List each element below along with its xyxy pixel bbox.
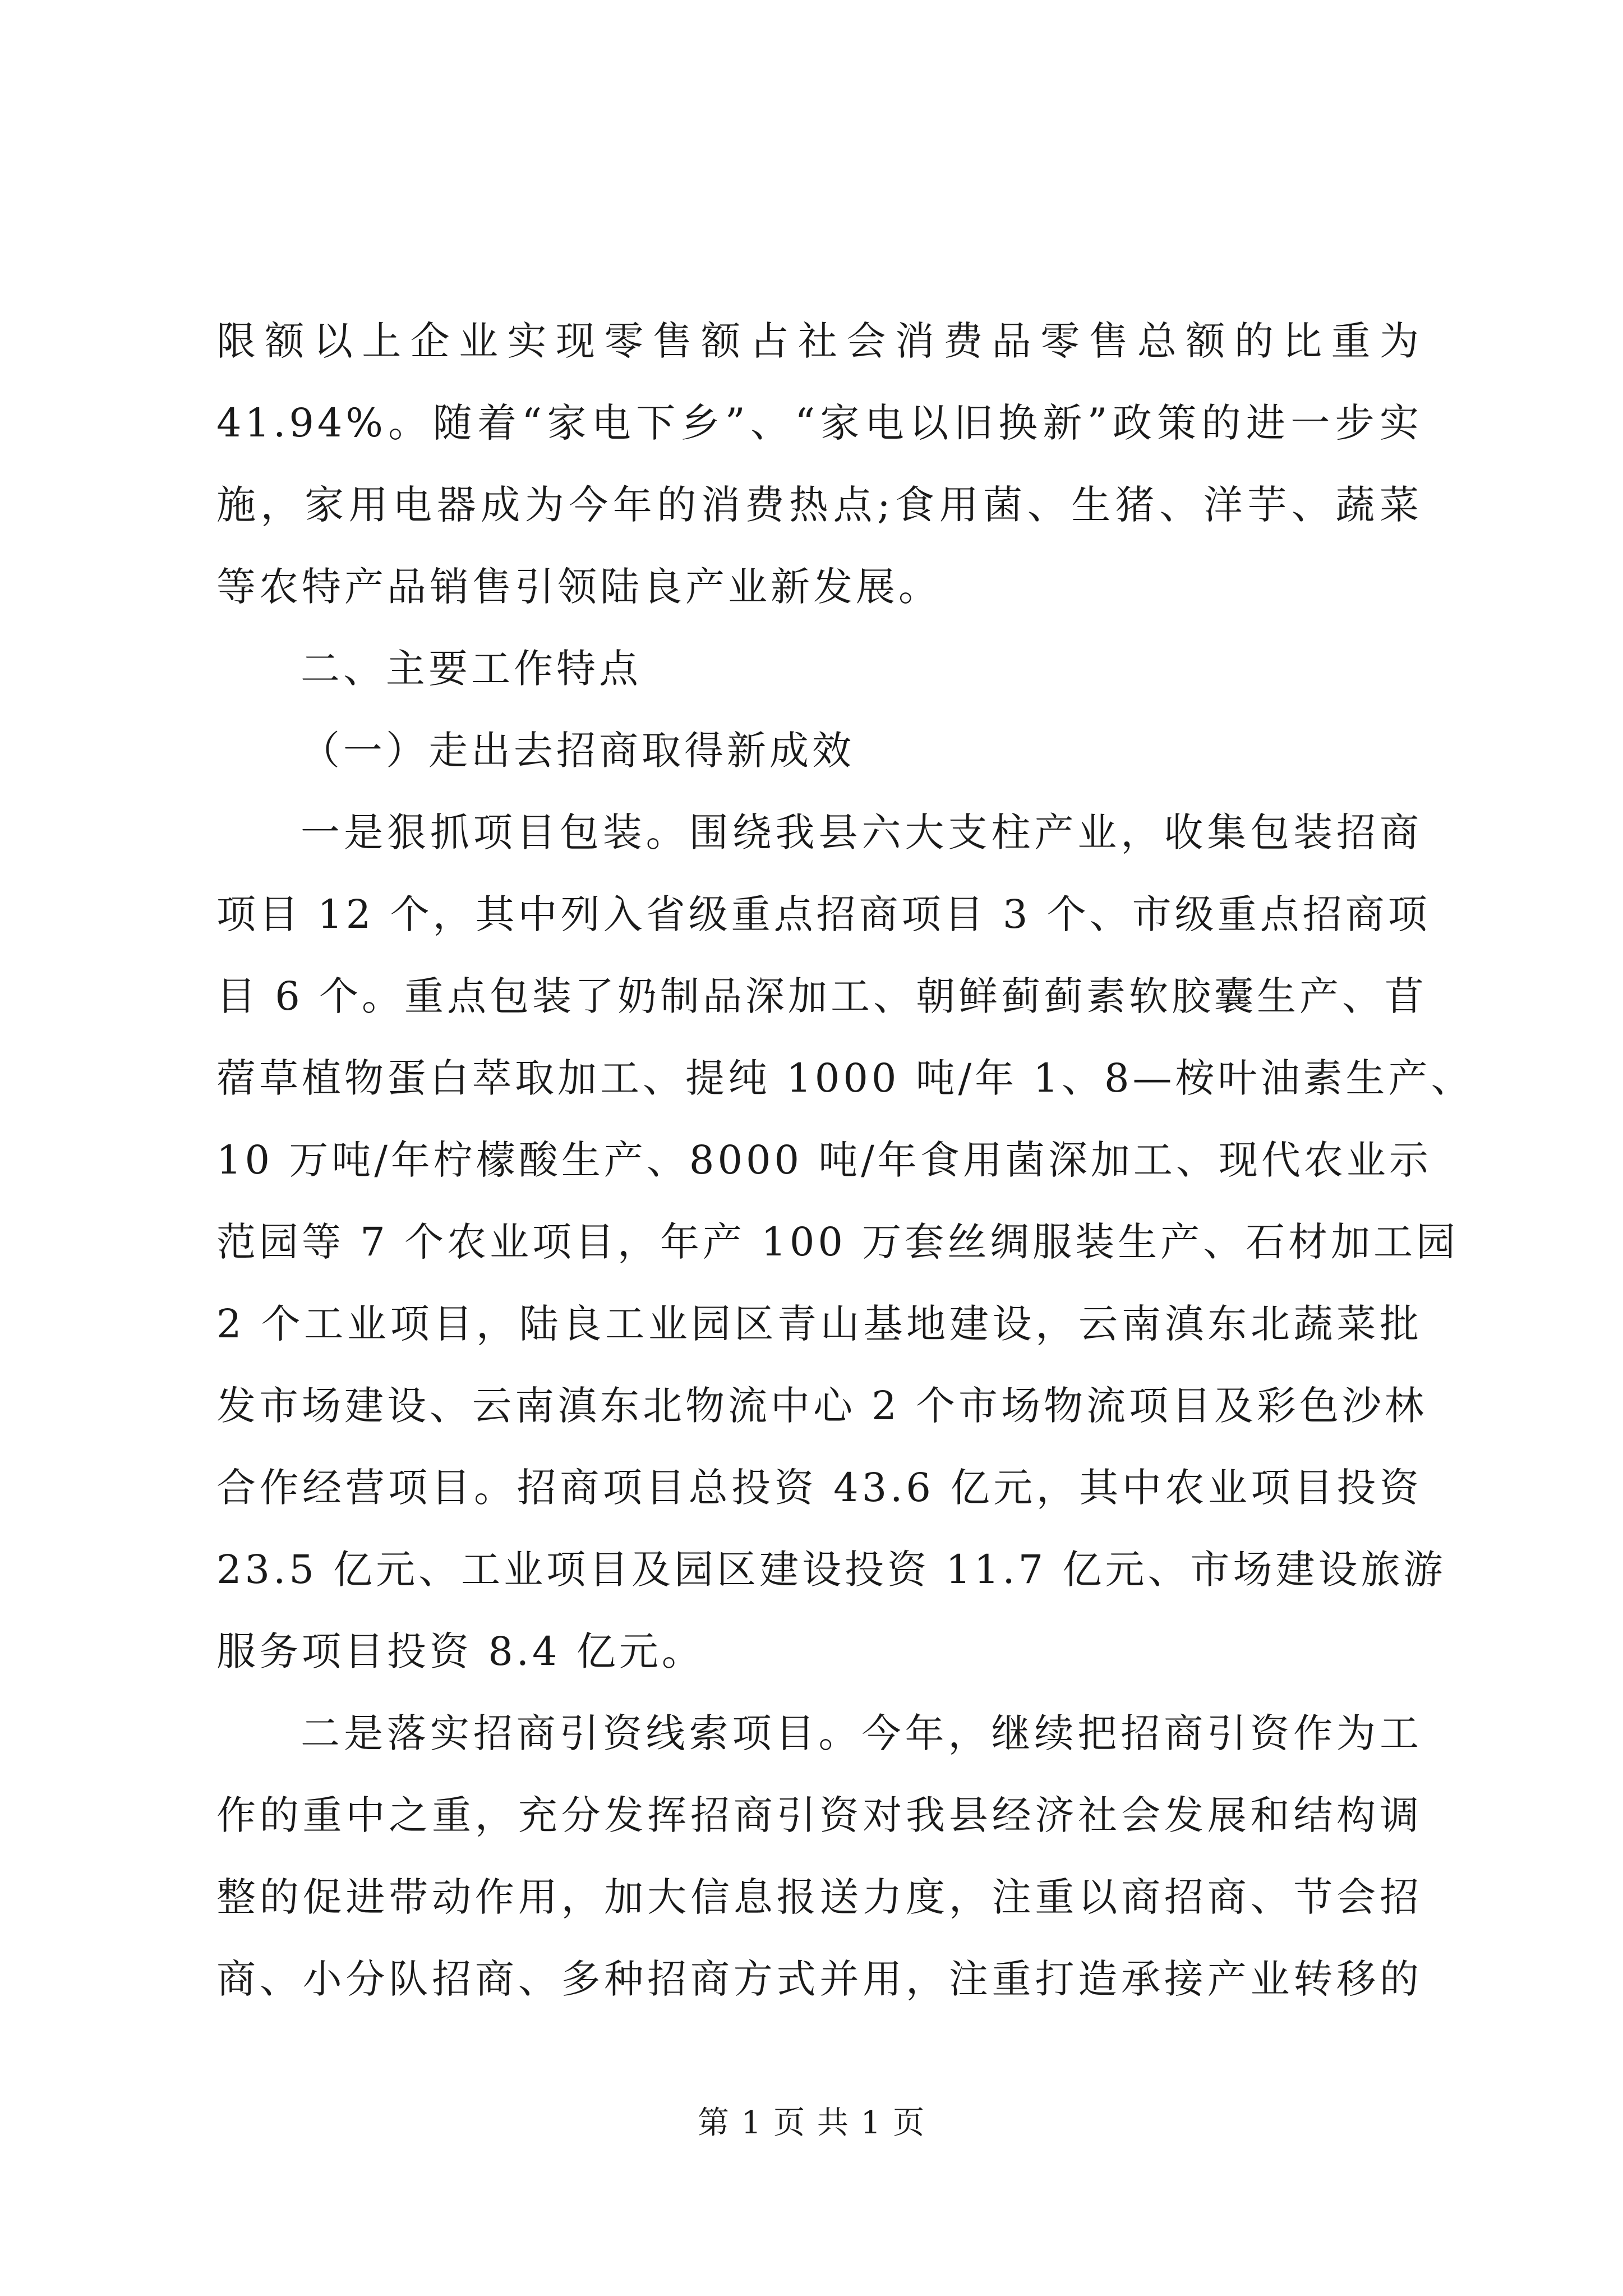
text-line: 23.5 亿元、工业项目及园区建设投资 11.7 亿元、市场建设旅游	[216, 1547, 1446, 1593]
text-line: 服务项目投资 8.4 亿元。	[216, 1628, 704, 1674]
paragraph-first-line: 一是狠抓项目包装。围绕我县六大支柱产业，收集包装招商	[301, 809, 1422, 855]
text-line: 合作经营项目。招商项目总投资 43.6 亿元，其中农业项目投资	[216, 1465, 1422, 1511]
text-line: 10 万吨/年柠檬酸生产、8000 吨/年食用菌深加工、现代农业示	[216, 1137, 1432, 1183]
subsection-heading: （一）走出去招商取得新成效	[301, 728, 855, 774]
text-line: 发市场建设、云南滇东北物流中心 2 个市场物流项目及彩色沙林	[216, 1383, 1428, 1429]
text-line: 施，家用电器成为今年的消费热点;食用菌、生猪、洋芋、蔬菜	[216, 482, 1422, 528]
text-line: 项目 12 个，其中列入省级重点招商项目 3 个、市级重点招商项	[216, 891, 1431, 937]
section-heading: 二、主要工作特点	[301, 646, 642, 692]
text-line: 商、小分队招商、多种招商方式并用，注重打造承接产业转移的	[216, 1956, 1422, 2002]
text-line: 作的重中之重，充分发挥招商引资对我县经济社会发展和结构调	[216, 1792, 1422, 1838]
text-line: 蓿草植物蛋白萃取加工、提纯 1000 吨/年 1、8—桉叶油素生产、	[216, 1055, 1474, 1101]
text-line: 41.94%。随着“家电下乡”、“家电以旧换新”政策的进一步实	[216, 400, 1422, 446]
text-line: 等农特产品销售引领陆良产业新发展。	[216, 564, 941, 610]
text-line: 限额以上企业实现零售额占社会消费品零售总额的比重为	[216, 318, 1422, 364]
page-footer: 第 1 页 共 1 页	[697, 2105, 926, 2141]
document-body	[216, 300, 1474, 2020]
text-line: 目 6 个。重点包装了奶制品深加工、朝鲜蓟蓟素软胶囊生产、苜	[216, 973, 1428, 1019]
text-line: 2 个工业项目，陆良工业园区青山基地建设，云南滇东北蔬菜批	[216, 1301, 1422, 1347]
text-line: 范园等 7 个农业项目，年产 100 万套丝绸服装生产、石材加工园	[216, 1219, 1459, 1265]
paragraph-first-line: 二是落实招商引资线索项目。今年，继续把招商引资作为工	[301, 1710, 1422, 1756]
text-line: 整的促进带动作用，加大信息报送力度，注重以商招商、节会招	[216, 1874, 1422, 1920]
